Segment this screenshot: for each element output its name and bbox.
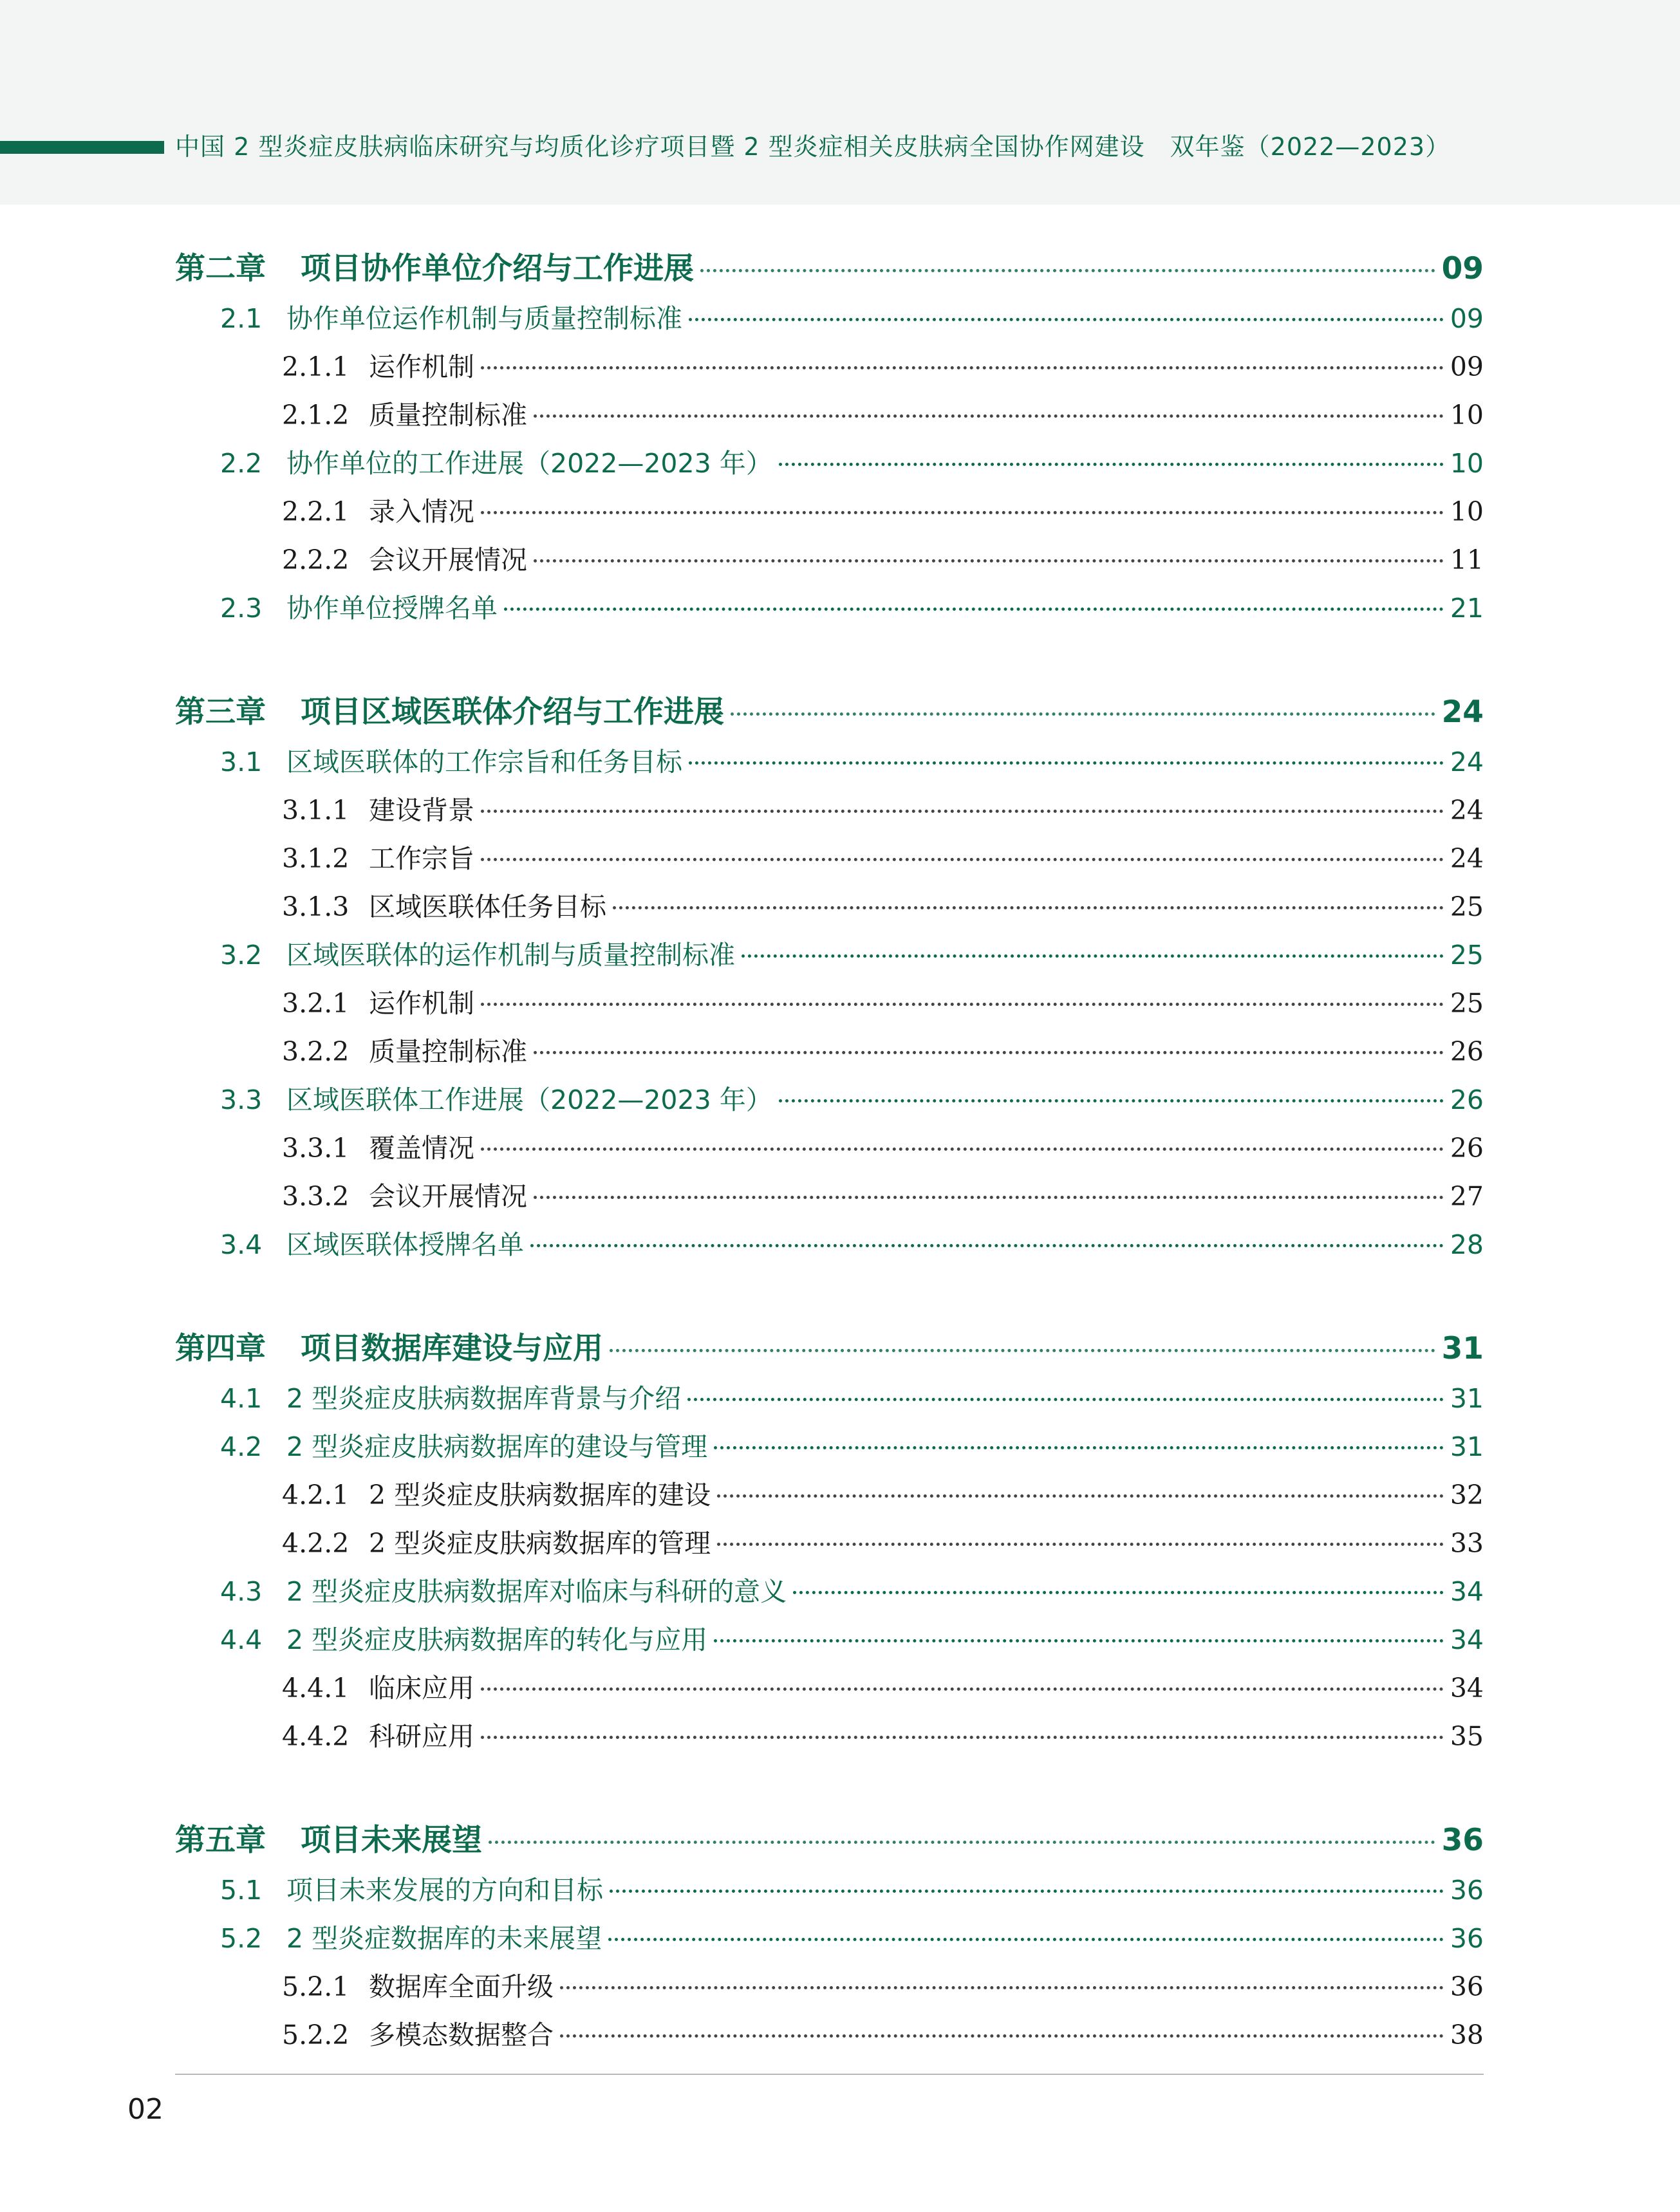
dot-leader xyxy=(481,511,1444,514)
chapter-gap xyxy=(175,1269,1484,1323)
subsection-title: 多模态数据整合 xyxy=(369,2020,554,2050)
toc-subsection-5-2-2[interactable] xyxy=(175,2011,1484,2059)
page-number: 09 xyxy=(1450,303,1484,334)
section-title: 2 型炎症皮肤病数据库对临床与科研的意义 xyxy=(286,1576,787,1607)
section-number: 4.1 xyxy=(220,1383,263,1414)
toc-subsection-2-2-1[interactable] xyxy=(175,488,1484,536)
page-number: 24 xyxy=(1450,795,1484,826)
header-band xyxy=(0,0,1680,205)
page-number: 33 xyxy=(1450,1528,1484,1559)
dot-leader xyxy=(793,1591,1444,1594)
dot-leader xyxy=(613,906,1444,909)
section-title: 区域医联体工作进展（2022—2023 年） xyxy=(286,1084,772,1115)
page-number: 10 xyxy=(1450,400,1484,431)
dot-leader xyxy=(687,1398,1444,1401)
subsection-title: 运作机制 xyxy=(369,988,474,1019)
subsection-number: 5.2.2 xyxy=(282,2020,350,2050)
toc-section-2-3[interactable] xyxy=(175,584,1484,633)
toc-subsection-2-1-1[interactable] xyxy=(175,343,1484,391)
subsection-title: 质量控制标准 xyxy=(369,1036,527,1067)
dot-leader xyxy=(530,1244,1444,1247)
subsection-title: 2 型炎症皮肤病数据库的管理 xyxy=(369,1528,711,1559)
section-title: 2 型炎症皮肤病数据库的建设与管理 xyxy=(286,1431,708,1462)
subsection-number: 3.3.1 xyxy=(282,1133,350,1164)
dot-leader xyxy=(481,858,1444,861)
toc-chapter-2[interactable] xyxy=(175,243,1484,295)
chapter-title: 项目区域医联体介绍与工作进展 xyxy=(301,694,724,730)
page-number: 24 xyxy=(1450,843,1484,874)
footer-rule xyxy=(175,2074,1484,2075)
subsection-title: 2 型炎症皮肤病数据库的建设 xyxy=(369,1480,711,1510)
page-number: 32 xyxy=(1450,1480,1484,1510)
dot-leader xyxy=(481,366,1444,369)
toc-section-3-2[interactable] xyxy=(175,931,1484,980)
toc-section-3-3[interactable] xyxy=(175,1076,1484,1124)
dot-leader xyxy=(717,1543,1444,1546)
section-number: 2.1 xyxy=(220,303,263,334)
subsection-title: 工作宗旨 xyxy=(369,843,474,874)
toc-subsection-3-3-1[interactable] xyxy=(175,1124,1484,1173)
chapter-number: 第二章 xyxy=(175,251,266,286)
subsection-title: 会议开展情况 xyxy=(369,544,527,575)
page-number: 27 xyxy=(1450,1181,1484,1212)
subsection-number: 3.2.2 xyxy=(282,1036,350,1067)
chapter-number: 第三章 xyxy=(175,694,266,730)
toc-section-5-2[interactable] xyxy=(175,1915,1484,1963)
page-number: 09 xyxy=(1441,251,1484,286)
toc-section-4-4[interactable] xyxy=(175,1616,1484,1664)
page-number: 10 xyxy=(1450,496,1484,527)
page-number: 34 xyxy=(1450,1576,1484,1607)
toc-section-5-1[interactable] xyxy=(175,1866,1484,1915)
dot-leader xyxy=(779,463,1444,466)
section-number: 3.1 xyxy=(220,747,263,777)
toc-subsection-3-1-1[interactable] xyxy=(175,786,1484,835)
toc-section-4-2[interactable] xyxy=(175,1423,1484,1471)
page-number: 28 xyxy=(1450,1229,1484,1260)
subsection-number: 2.2.1 xyxy=(282,496,350,527)
toc-section-4-1[interactable] xyxy=(175,1375,1484,1423)
section-number: 2.2 xyxy=(220,448,263,479)
dot-leader xyxy=(481,1687,1444,1691)
section-title: 区域医联体的运作机制与质量控制标准 xyxy=(286,940,735,971)
dot-leader xyxy=(560,1986,1444,1989)
toc-chapter-3[interactable] xyxy=(175,687,1484,738)
section-number: 3.3 xyxy=(220,1084,263,1115)
dot-leader xyxy=(689,761,1444,765)
subsection-number: 3.1.3 xyxy=(282,891,350,922)
toc-subsection-3-3-2[interactable] xyxy=(175,1173,1484,1221)
dot-leader xyxy=(689,318,1444,321)
dot-leader xyxy=(489,1841,1435,1844)
dot-leader xyxy=(742,954,1444,958)
subsection-number: 5.2.1 xyxy=(282,1971,350,2002)
page-number: 31 xyxy=(1441,1331,1484,1366)
toc-subsection-3-1-3[interactable] xyxy=(175,883,1484,931)
page-number: 09 xyxy=(1450,351,1484,382)
toc-section-3-4[interactable] xyxy=(175,1221,1484,1269)
section-title: 区域医联体的工作宗旨和任务目标 xyxy=(286,747,682,777)
section-title: 协作单位授牌名单 xyxy=(286,593,498,624)
toc-section-2-1[interactable] xyxy=(175,295,1484,343)
chapter-number: 第四章 xyxy=(175,1331,266,1366)
page-number: 21 xyxy=(1450,593,1484,624)
chapter-title: 项目协作单位介绍与工作进展 xyxy=(301,251,694,286)
toc-subsection-2-1-2[interactable] xyxy=(175,391,1484,440)
toc-subsection-4-4-1[interactable] xyxy=(175,1664,1484,1713)
chapter-gap xyxy=(175,633,1484,687)
subsection-title: 覆盖情况 xyxy=(369,1133,474,1164)
toc-subsection-3-1-2[interactable] xyxy=(175,835,1484,883)
chapter-gap xyxy=(175,1761,1484,1815)
dot-leader xyxy=(534,414,1444,418)
dot-leader xyxy=(731,712,1435,716)
subsection-number: 2.1.1 xyxy=(282,351,350,382)
dot-leader xyxy=(534,1051,1444,1054)
subsection-number: 3.1.1 xyxy=(282,795,350,826)
page-number-footer: 02 xyxy=(127,2093,163,2126)
dot-leader xyxy=(779,1099,1444,1102)
subsection-number: 4.4.1 xyxy=(282,1673,350,1704)
toc-subsection-3-2-2[interactable] xyxy=(175,1028,1484,1076)
page-number: 26 xyxy=(1450,1084,1484,1115)
section-number: 4.3 xyxy=(220,1576,263,1607)
header-accent-bar xyxy=(0,141,164,154)
subsection-number: 3.1.2 xyxy=(282,843,350,874)
toc-section-3-1[interactable] xyxy=(175,738,1484,786)
toc-section-4-3[interactable] xyxy=(175,1568,1484,1616)
page-number: 24 xyxy=(1441,694,1484,730)
chapter-title: 项目未来展望 xyxy=(301,1823,482,1858)
section-title: 协作单位的工作进展（2022—2023 年） xyxy=(286,448,772,479)
page-number: 36 xyxy=(1450,1923,1484,1954)
subsection-title: 运作机制 xyxy=(369,351,474,382)
section-title: 2 型炎症皮肤病数据库的转化与应用 xyxy=(286,1624,708,1655)
toc-section-2-2[interactable] xyxy=(175,440,1484,488)
subsection-number: 3.2.1 xyxy=(282,988,350,1019)
dot-leader xyxy=(717,1494,1444,1498)
subsection-number: 3.3.2 xyxy=(282,1181,350,1212)
page-number: 38 xyxy=(1450,2020,1484,2050)
section-title: 区域医联体授牌名单 xyxy=(286,1229,524,1260)
dot-leader xyxy=(714,1639,1444,1642)
dot-leader xyxy=(534,559,1444,562)
page-number: 24 xyxy=(1450,747,1484,777)
subsection-title: 临床应用 xyxy=(369,1673,474,1704)
page-number: 10 xyxy=(1450,448,1484,479)
subsection-number: 2.1.2 xyxy=(282,400,350,431)
toc-chapter-5[interactable] xyxy=(175,1815,1484,1866)
section-number: 3.4 xyxy=(220,1229,263,1260)
subsection-title: 数据库全面升级 xyxy=(369,1971,554,2002)
page-number: 36 xyxy=(1450,1971,1484,2002)
subsection-title: 建设背景 xyxy=(369,795,474,826)
toc-subsection-4-2-1[interactable] xyxy=(175,1471,1484,1520)
chapter-title: 项目数据库建设与应用 xyxy=(301,1331,603,1366)
section-number: 4.2 xyxy=(220,1431,263,1462)
subsection-title: 科研应用 xyxy=(369,1721,474,1752)
subsection-number: 4.2.2 xyxy=(282,1528,350,1559)
subsection-title: 质量控制标准 xyxy=(369,400,527,431)
page-number: 34 xyxy=(1450,1673,1484,1704)
page-number: 34 xyxy=(1450,1624,1484,1655)
page-number: 25 xyxy=(1450,988,1484,1019)
section-title: 协作单位运作机制与质量控制标准 xyxy=(286,303,682,334)
page-number: 26 xyxy=(1450,1133,1484,1164)
section-number: 5.2 xyxy=(220,1923,263,1954)
toc-subsection-2-2-2[interactable] xyxy=(175,536,1484,584)
dot-leader xyxy=(610,1349,1435,1352)
dot-leader xyxy=(608,1938,1444,1941)
subsection-number: 2.2.2 xyxy=(282,544,350,575)
page-number: 36 xyxy=(1441,1823,1484,1858)
section-title: 2 型炎症数据库的未来展望 xyxy=(286,1923,602,1954)
dot-leader xyxy=(481,1736,1444,1739)
subsection-title: 会议开展情况 xyxy=(369,1181,527,1212)
dot-leader xyxy=(504,608,1444,611)
page-number: 31 xyxy=(1450,1383,1484,1414)
dot-leader xyxy=(610,1890,1444,1893)
toc-chapter-4[interactable] xyxy=(175,1323,1484,1375)
table-of-contents xyxy=(175,243,1484,2059)
page-number: 11 xyxy=(1450,544,1484,575)
page-number: 35 xyxy=(1450,1721,1484,1752)
page-number: 25 xyxy=(1450,891,1484,922)
section-title: 项目未来发展的方向和目标 xyxy=(286,1875,603,1906)
subsection-number: 4.4.2 xyxy=(282,1721,350,1752)
subsection-title: 录入情况 xyxy=(369,496,474,527)
section-number: 4.4 xyxy=(220,1624,263,1655)
page-number: 31 xyxy=(1450,1431,1484,1462)
subsection-title: 区域医联体任务目标 xyxy=(369,891,606,922)
toc-subsection-5-2-1[interactable] xyxy=(175,1963,1484,2011)
page-number: 25 xyxy=(1450,940,1484,971)
toc-subsection-4-2-2[interactable] xyxy=(175,1520,1484,1568)
dot-leader xyxy=(481,810,1444,813)
subsection-number: 4.2.1 xyxy=(282,1480,350,1510)
dot-leader xyxy=(481,1003,1444,1006)
dot-leader xyxy=(700,269,1435,272)
section-number: 5.1 xyxy=(220,1875,263,1906)
dot-leader xyxy=(534,1196,1444,1199)
dot-leader xyxy=(714,1446,1444,1449)
dot-leader xyxy=(560,2034,1444,2038)
toc-subsection-3-2-1[interactable] xyxy=(175,980,1484,1028)
chapter-number: 第五章 xyxy=(175,1823,266,1858)
running-header: 中国 2 型炎症皮肤病临床研究与均质化诊疗项目暨 2 型炎症相关皮肤病全国协作网建设 双年鉴（2022—2023） xyxy=(175,133,1451,161)
section-number: 3.2 xyxy=(220,940,263,971)
section-title: 2 型炎症皮肤病数据库背景与介绍 xyxy=(286,1383,682,1414)
page-number: 26 xyxy=(1450,1036,1484,1067)
dot-leader xyxy=(481,1148,1444,1151)
section-number: 2.3 xyxy=(220,593,263,624)
page-number: 36 xyxy=(1450,1875,1484,1906)
toc-subsection-4-4-2[interactable] xyxy=(175,1713,1484,1761)
